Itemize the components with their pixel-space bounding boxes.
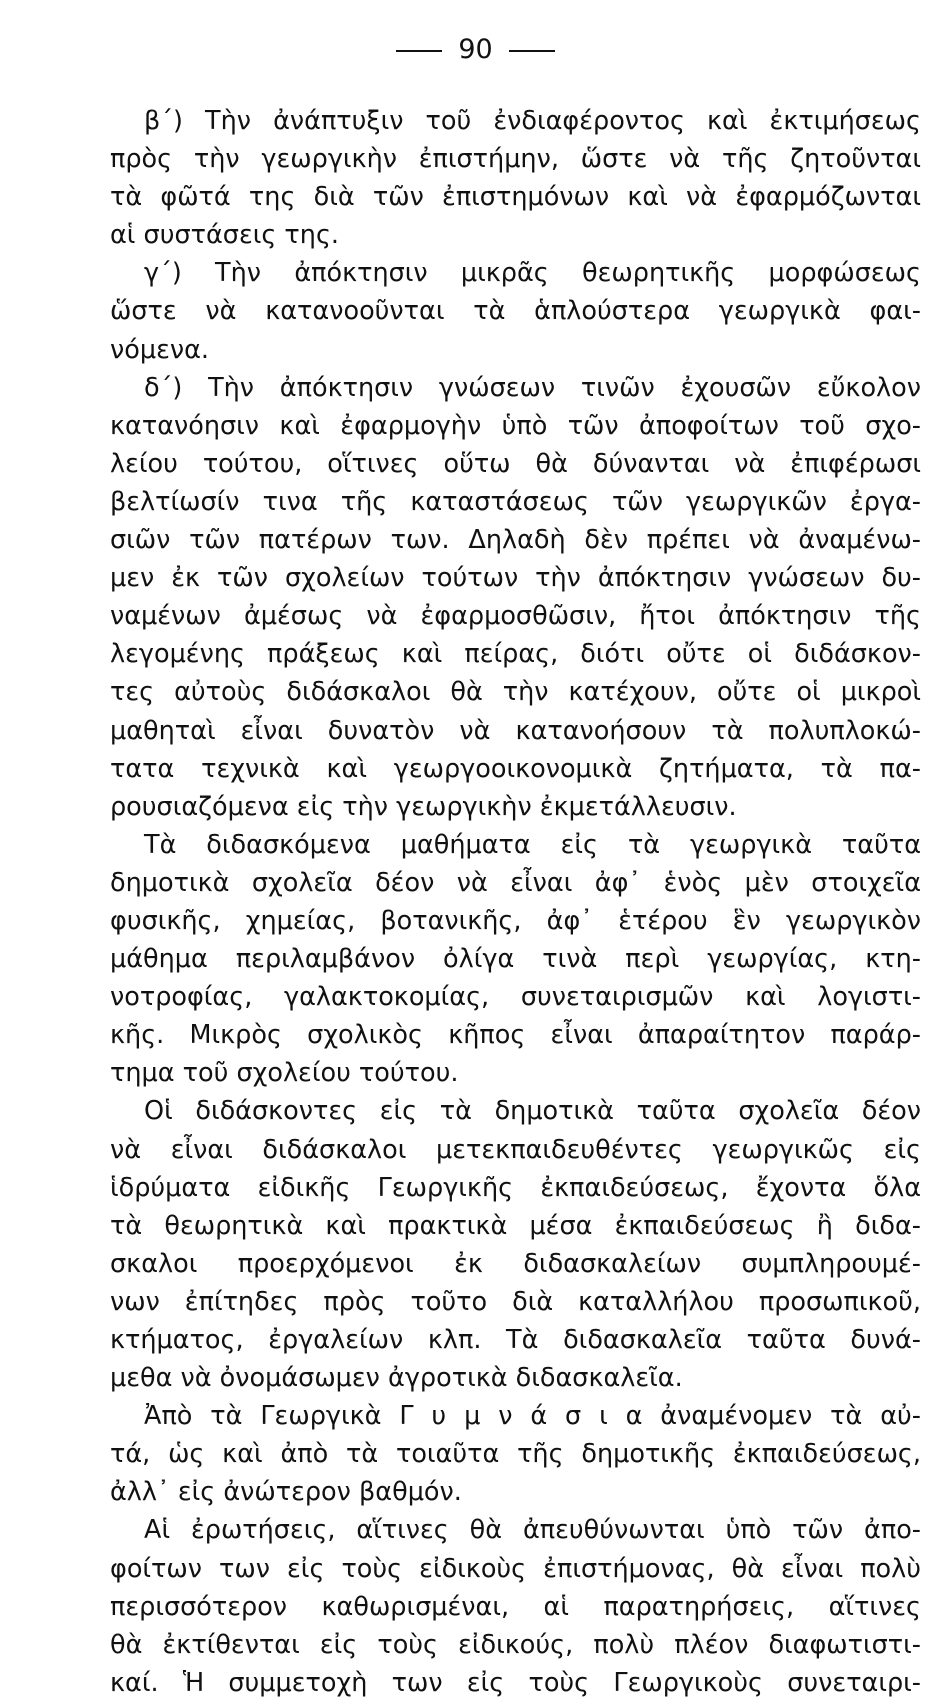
- text-line: καί. Ἡ συμμετοχὴ των εἰς τοὺς Γεωργικοὺς συνεταιρι-: [110, 1667, 921, 1698]
- text-line: θὰ ἐκτίθενται εἰς τοὺς εἰδικούς, πολὺ πλέον διαφωτιστι-: [110, 1629, 921, 1660]
- text-line: φοίτων των εἰς τοὺς εἰδικοὺς ἐπιστήμονας, θὰ εἶναι πολὺ: [110, 1553, 921, 1584]
- text-line: σκαλοι προερχόμενοι ἐκ διδασκαλείων συμπληρουμέ-: [110, 1248, 921, 1279]
- page-header: [0, 34, 951, 66]
- text-line: τὰ θεωρητικὰ καὶ πρακτικὰ μέσα ἐκπαιδεύσεως ἢ διδα-: [110, 1210, 921, 1241]
- text-line: νοτροφίας, γαλακτοκομίας, συνεταιρισμῶν καὶ λογιστι-: [110, 982, 921, 1013]
- text-line: μεθα νὰ ὀνομάσωμεν ἀγροτικὰ διδασκαλεῖα.: [110, 1363, 683, 1394]
- text-line: ρουσιαζόμενα εἰς τὴν γεωργικὴν ἐκμετάλλευσιν.: [110, 791, 737, 822]
- header-rule-left: [396, 50, 442, 52]
- text-line: αἱ συστάσεις της.: [110, 220, 340, 251]
- text-line: μαθηταὶ εἶναι δυνατὸν νὰ κατανοήσουν τὰ πολυπλοκώ-: [110, 715, 921, 746]
- text-line: σιῶν τῶν πατέρων των. Δηλαδὴ δὲν πρέπει νὰ ἀναμένω-: [110, 525, 921, 556]
- text-line: τες αὐτοὺς διδάσκαλοι θὰ τὴν κατέχουν, οὔτε οἱ μικροὶ: [110, 677, 921, 708]
- text-line: περισσότερον καθωρισμέναι, αἱ παρατηρήσεις, αἵτινες: [110, 1591, 921, 1622]
- text-line: λεγομένης πράξεως καὶ πείρας, διότι οὔτε οἱ διδάσκον-: [110, 639, 921, 670]
- text-line: μάθημα περιλαμβάνον ὀλίγα τινὰ περὶ γεωργίας, κτη-: [110, 944, 921, 975]
- text-line: πρὸς τὴν γεωργικὴν ἐπιστήμην, ὥστε νὰ τῆς ζητοῦνται: [110, 144, 921, 175]
- body-text: [110, 102, 921, 1702]
- text-line: νων ἐπίτηδες πρὸς τοῦτο διὰ καταλλήλου προσωπικοῦ,: [110, 1286, 921, 1317]
- text-line: Ἀπὸ τὰ Γεωργικὰ Γ υ μ ν ά σ ι α ἀναμένομεν τὰ αὐ-: [144, 1401, 921, 1432]
- text-line: φυσικῆς, χημείας, βοτανικῆς, ἀφ᾽ ἑτέρου ἓν γεωργικὸν: [110, 905, 921, 936]
- text-line: Τὰ διδασκόμενα μαθήματα εἰς τὰ γεωργικὰ ταῦτα: [144, 829, 921, 860]
- text-line: κτήματος, ἐργαλείων κλπ. Τὰ διδασκαλεῖα ταῦτα δυνά-: [110, 1325, 921, 1355]
- text-line: τά, ὡς καὶ ἀπὸ τὰ τοιαῦτα τῆς δημοτικῆς ἐκπαιδεύσεως,: [110, 1439, 921, 1470]
- text-line: λείου τούτου, οἵτινες οὕτω θὰ δύνανται νὰ ἐπιφέρωσι: [110, 448, 921, 479]
- text-line: νόμενα.: [110, 334, 210, 365]
- header-rule-right: [509, 50, 555, 52]
- text-line: β΄) Τὴν ἀνάπτυξιν τοῦ ἐνδιαφέροντος καὶ ἐκτιμήσεως: [144, 106, 921, 136]
- text-line: νὰ εἶναι διδάσκαλοι μετεκπαιδευθέντες γεωργικῶς εἰς: [110, 1134, 921, 1165]
- text-line: τημα τοῦ σχολείου τούτου.: [110, 1058, 459, 1089]
- text-line: κῆς. Μικρὸς σχολικὸς κῆπος εἶναι ἀπαραίτητον παράρ-: [110, 1020, 921, 1051]
- text-line: ὥστε νὰ κατανοοῦνται τὰ ἁπλούστερα γεωργικὰ φαι-: [110, 296, 921, 327]
- text-line: γ΄) Τὴν ἀπόκτησιν μικρᾶς θεωρητικῆς μορφώσεως: [144, 258, 921, 289]
- text-line: Αἱ ἐρωτήσεις, αἵτινες θὰ ἀπευθύνωνται ὑπὸ τῶν ἀπο-: [144, 1515, 921, 1546]
- text-line: δ΄) Τὴν ἀπόκτησιν γνώσεων τινῶν ἐχουσῶν εὔκολον: [144, 372, 921, 403]
- text-line: βελτίωσίν τινα τῆς καταστάσεως τῶν γεωργικῶν ἐργα-: [110, 486, 921, 517]
- text-line: κατανόησιν καὶ ἐφαρμογὴν ὑπὸ τῶν ἀποφοίτων τοῦ σχο-: [110, 410, 921, 441]
- page-number: 90: [458, 34, 493, 65]
- text-line: τὰ φῶτά της διὰ τῶν ἐπιστημόνων καὶ νὰ ἐφαρμόζωνται: [110, 182, 921, 213]
- text-line: ἀλλ᾽ εἰς ἀνώτερον βαθμόν.: [110, 1477, 462, 1508]
- text-line: ἱδρύματα εἰδικῆς Γεωργικῆς ἐκπαιδεύσεως, ἔχοντα ὅλα: [110, 1172, 921, 1203]
- text-line: δημοτικὰ σχολεῖα δέον νὰ εἶναι ἀφ᾽ ἑνὸς μὲν στοιχεῖα: [110, 867, 921, 898]
- text-line: μεν ἐκ τῶν σχολείων τούτων τὴν ἀπόκτησιν γνώσεων δυ-: [110, 563, 921, 594]
- text-line: ναμένων ἀμέσως νὰ ἐφαρμοσθῶσιν, ἤτοι ἀπόκτησιν τῆς: [110, 601, 921, 632]
- text-line: Οἱ διδάσκοντες εἰς τὰ δημοτικὰ ταῦτα σχολεῖα δέον: [144, 1096, 921, 1127]
- text-line: τατα τεχνικὰ καὶ γεωργοοικονομικὰ ζητήματα, τὰ πα-: [110, 753, 921, 784]
